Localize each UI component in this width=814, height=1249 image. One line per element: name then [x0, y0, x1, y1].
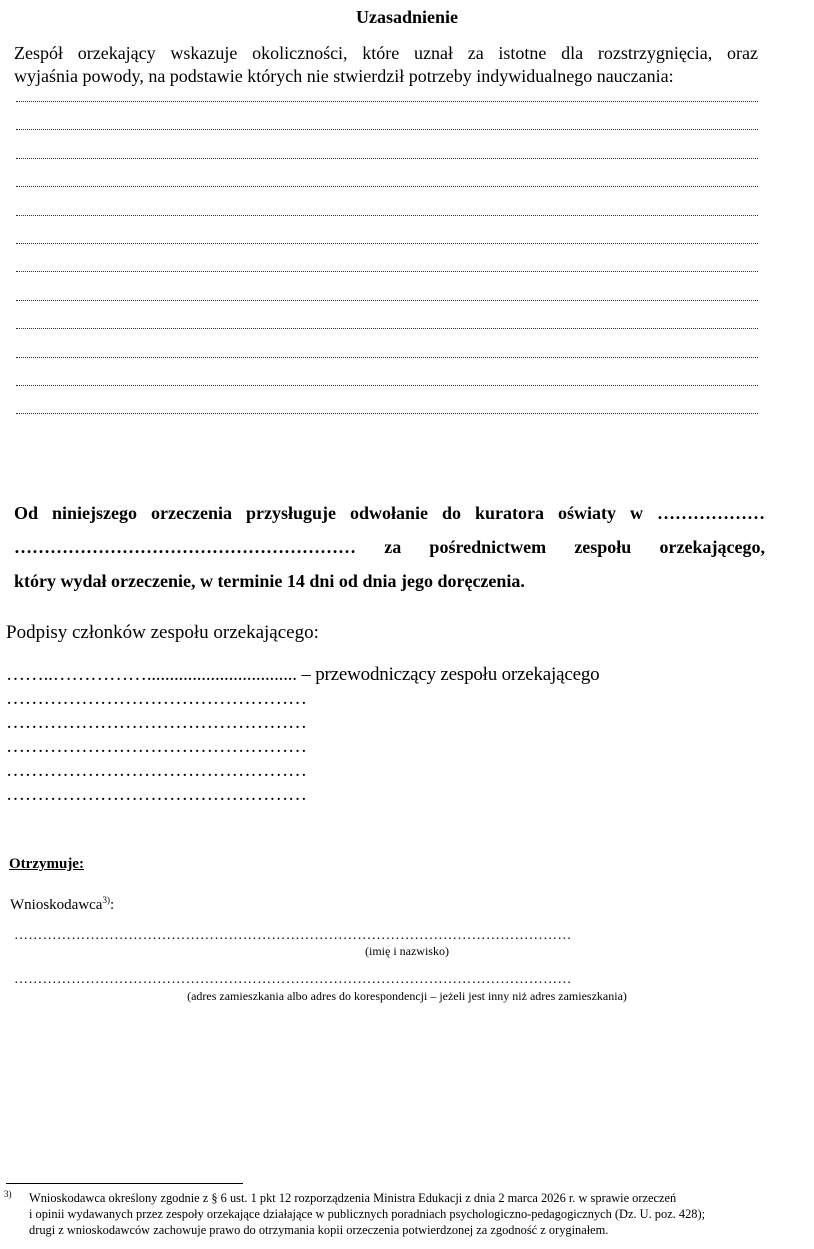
dotted-fill-line[interactable]	[16, 215, 758, 216]
member-signature-line[interactable]: …………………………………………	[6, 736, 307, 757]
name-fill-line[interactable]: ………………………………………………………………………………………………………	[14, 928, 572, 943]
applicant-label-text: Wnioskodawca	[10, 897, 103, 913]
dotted-fill-line[interactable]	[16, 357, 758, 358]
section-title: Uzasadnienie	[355, 7, 458, 27]
dotted-fill-line[interactable]	[16, 413, 758, 414]
appeal-line: Od niniejszego orzeczenia przysługuje odwołanie do kuratora oświaty w ………………	[14, 503, 765, 523]
dotted-fill-line[interactable]	[16, 129, 758, 130]
recipients-heading: Otrzymuje:	[9, 856, 84, 872]
footnote-line: drugi z wnioskodawców zachowuje prawo do otrzymania kopii orzeczenia potwierdzonej za zgodność z oryginałem.	[29, 1223, 609, 1237]
dotted-fill-line[interactable]	[16, 271, 758, 272]
chair-signature-line[interactable]: ……..……………................................. – przewodniczący zespołu orzekającego	[6, 664, 600, 685]
address-fill-line[interactable]: ………………………………………………………………………………………………………	[14, 972, 572, 987]
footnote-line: Wnioskodawca określony zgodnie z § 6 ust. 1 pkt 12 rozporządzenia Ministra Edukacji z dnia 2 marca 2026 r. w sprawie orzeczeń	[29, 1191, 677, 1205]
dotted-fill-line[interactable]	[16, 328, 758, 329]
address-caption: (adres zamieszkania albo adres do korespondencji – jeżeli jest inny niż adres zamieszkania)	[187, 989, 627, 1003]
member-signature-line[interactable]: …………………………………………	[6, 712, 307, 733]
footnote-text	[29, 1190, 810, 1238]
name-caption: (imię i nazwisko)	[365, 944, 449, 958]
dotted-fill-line[interactable]	[16, 186, 758, 187]
member-signature-line[interactable]: …………………………………………	[6, 784, 307, 805]
dotted-fill-line[interactable]	[16, 101, 758, 102]
applicant-label-colon: :	[109, 897, 115, 913]
intro-paragraph	[14, 42, 758, 88]
member-signature-line[interactable]: …………………………………………	[6, 760, 307, 781]
dotted-fill-line[interactable]	[16, 300, 758, 301]
dotted-fill-line[interactable]	[16, 385, 758, 386]
footnote-separator	[6, 1183, 243, 1184]
appeal-line: który wydał orzeczenie, w terminie 14 dni od dnia jego doręczenia.	[14, 571, 525, 591]
signatures-heading: Podpisy członków zespołu orzekającego:	[6, 622, 319, 643]
dotted-fill-line[interactable]	[16, 158, 758, 159]
dotted-fill-line[interactable]	[16, 243, 758, 244]
intro-line: Zespół orzekający wskazuje okoliczności, które uznał za istotne dla rozstrzygnięcia, oraz	[14, 43, 758, 63]
applicant-label	[10, 895, 114, 914]
footnote-line: i opinii wydawanych przez zespoły orzekające działające w publicznych poradniach psychologiczno-pedagogicznych (Dz. U. poz. 428);	[29, 1207, 706, 1221]
appeal-line: ………………………………………………… za pośrednictwem zespołu orzekającego,	[14, 537, 765, 557]
intro-line: wyjaśnia powody, na podstawie których nie stwierdził potrzeby indywidualnego nauczania:	[14, 66, 674, 86]
footnote-mark: 3)	[4, 1189, 12, 1199]
member-signature-line[interactable]: …………………………………………	[6, 688, 307, 709]
footnote-reference: 3)	[102, 895, 110, 905]
